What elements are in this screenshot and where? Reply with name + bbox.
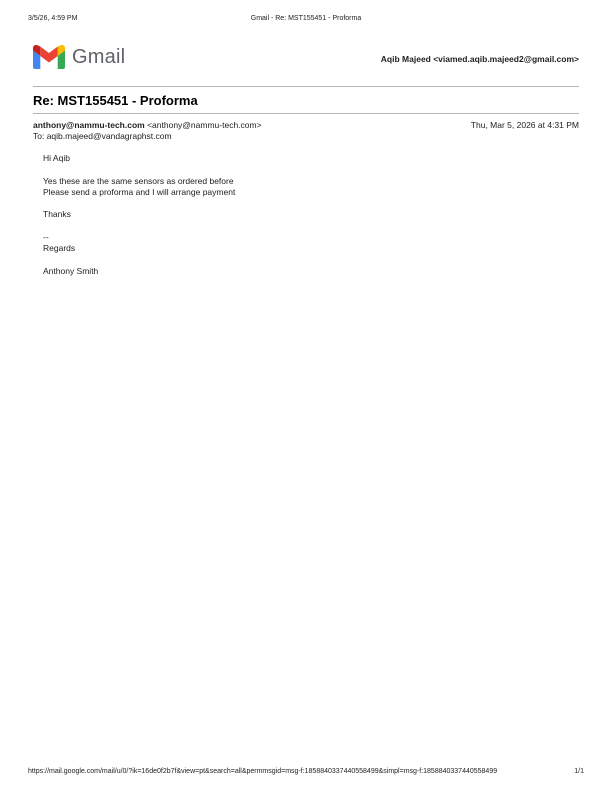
sent-date: Thu, Mar 5, 2026 at 4:31 PM: [470, 120, 579, 130]
body-line-2: Please send a proforma and I will arrange payment: [43, 186, 236, 197]
signature-name: Anthony Smith: [43, 265, 99, 276]
gmail-logo: [33, 44, 125, 70]
gmail-wordmark: Gmail: [72, 45, 126, 68]
print-header: [28, 15, 584, 27]
greeting: Hi Aqib: [43, 153, 70, 163]
thanks-line: Thanks: [43, 209, 71, 220]
gmail-m-icon: [33, 45, 65, 69]
sender-name: anthony@nammu-tech.com: [33, 120, 145, 130]
sender-address: <anthony@nammu-tech.com>: [147, 120, 262, 130]
sender: [33, 120, 262, 130]
signature-separator: --: [43, 232, 49, 243]
print-page-title: Gmail - Re: MST155451 - Proforma: [250, 15, 362, 22]
regards-line: Regards: [43, 243, 76, 254]
page-url: https://mail.google.com/mail/u/0/?ik=16de0f2b7f&view=pt&search=all&permmsgid=msg-f:1858840337440558499&simpl=msg-f:1858840337440558499: [28, 768, 498, 775]
subject-divider: [33, 113, 579, 114]
account-email: Aqib Majeed <viamed.aqib.majeed2@gmail.com>: [380, 54, 579, 64]
header-divider: [33, 86, 579, 87]
page-number: 1/1: [574, 768, 584, 775]
print-date: 3/5/26, 4:59 PM: [28, 15, 78, 22]
print-footer: [28, 768, 584, 780]
body-line-1: Yes these are the same sensors as ordered before: [43, 175, 234, 186]
email-body: [43, 153, 443, 277]
recipient: To: aqib.majeed@vandagraphst.com: [33, 131, 172, 141]
email-subject: Re: MST155451 - Proforma: [33, 93, 198, 108]
